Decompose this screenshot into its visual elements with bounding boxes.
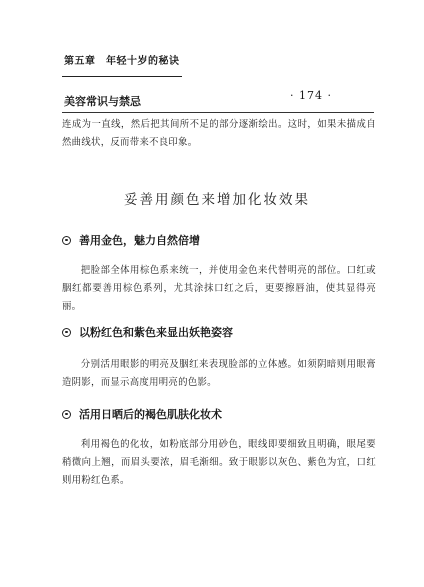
chapter-header-rule — [62, 76, 182, 77]
section-body-2: 分别活用眼影的明亮及胭红来表现脸部的立体感。如须阴暗则用眼膏造阴影，而显示高度用明亮的色影。 — [62, 359, 376, 388]
section-heading-text: 活用日晒后的褐色肌肤化妆术 — [79, 408, 222, 421]
section-heading-2 — [62, 324, 233, 340]
header-divider — [62, 112, 374, 113]
circle-bullet-icon — [62, 328, 71, 337]
section-heading-1 — [62, 232, 200, 248]
section-heading-text: 善用金色，魅力自然倍增 — [79, 234, 200, 247]
chapter-header: 第五章 年轻十岁的秘诀 — [64, 56, 180, 67]
section-body-3: 利用褐色的化妆，如粉底部分用砂色，眼线即要细致且明确，眼尾要稍微向上翘，而眉头要浓，眉毛渐细。致于眼影以灰色、紫色为宜，口红则用粉红色系。 — [62, 439, 376, 486]
section-body-1: 把脸部全体用棕色系来统一，并使用金色来代替明亮的部位。口红或胭红都要善用棕色系列，尤其涂抹口红之后，更要擦唇油，使其显得亮丽。 — [62, 265, 376, 312]
article-title: 妥善用颜色来增加化妆效果 — [124, 192, 310, 208]
intro-paragraph: 连成为一直线，然后把其间所不足的部分逐渐绘出。这时，如果未描成自然曲线状，反而带来不良印象。 — [62, 119, 376, 148]
page-number: · 174 · — [290, 89, 332, 102]
circle-bullet-icon — [62, 410, 71, 419]
section-heading-3 — [62, 406, 222, 422]
section-header: 美容常识与禁忌 — [64, 95, 141, 108]
circle-bullet-icon — [62, 236, 71, 245]
section-heading-text: 以粉红色和紫色来显出妖艳姿容 — [79, 326, 233, 339]
